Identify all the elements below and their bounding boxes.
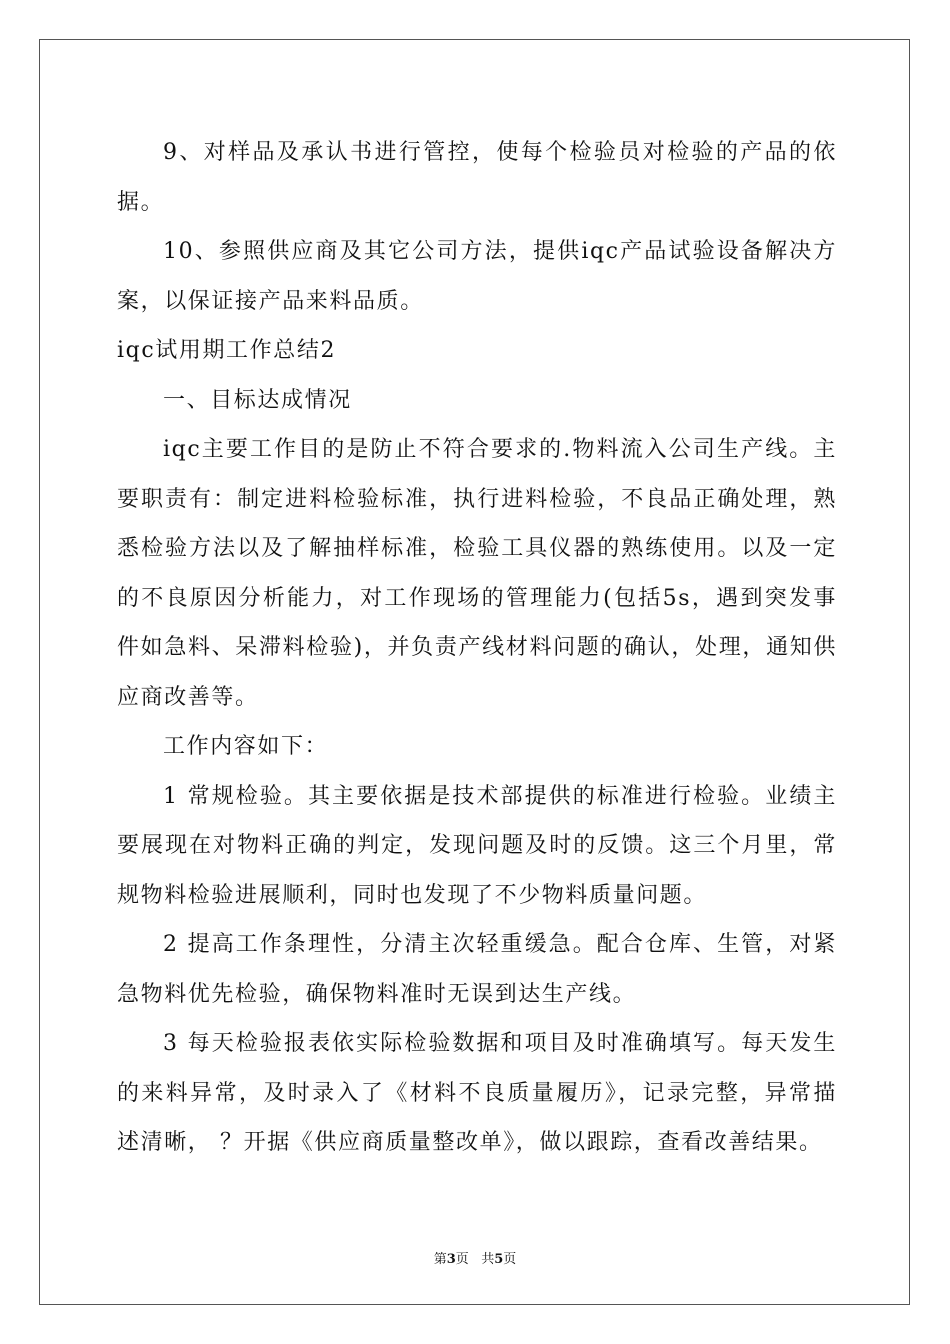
- paragraph-content-intro: 工作内容如下：: [163, 734, 329, 759]
- paragraph-point-3: 3 每天检验报表依实际检验数据和项目及时准确填写。每天发生的来料异常，及时录入了《材料不良质量履历》，记录完整，异常描述清晰， ？开据《供应商质量整改单》，做以跟踪，查看改善结果。: [117, 1031, 837, 1155]
- footer-page-word: 页: [455, 1252, 469, 1267]
- section-title: iqc试用期工作总结2: [117, 338, 337, 363]
- paragraph-duties: iqc主要工作目的是防止不符合要求的.物料流入公司生产线。主要职责有：制定进料检验标准，执行进料检验，不良品正确处理，熟悉检验方法以及了解抽样标准，检验工具仪器的熟练使用。以及一定的不良原因分析能力，对工作现场的管理能力(包括5s，遇到突发事件如急料、呆滞料检验)，并负责产线材料问题的确认，处理，通知供应商改善等。: [117, 437, 837, 710]
- section-heading: 一、目标达成情况: [163, 387, 352, 413]
- paragraph-point-1: 1 常规检验。其主要依据是技术部提供的标准进行检验。业绩主要展现在对物料正确的判定，发现问题及时的反馈。这三个月里，常规物料检验进展顺利，同时也发现了不少物料质量问题。: [117, 783, 837, 908]
- paragraph-item-10: 10、参照供应商及其它公司方法，提供iqc产品试验设备解决方案，以保证接产品来料品质。: [117, 239, 837, 314]
- footer-total-prefix: 共: [481, 1252, 495, 1267]
- document-body: [117, 128, 837, 1168]
- page-footer: [0, 1248, 950, 1267]
- paragraph-item-9: 9、对样品及承认书进行管控，使每个检验员对检验的产品的依据。: [117, 140, 837, 215]
- footer-total-suffix: 页: [503, 1252, 517, 1267]
- footer-current-page: 3: [446, 1252, 456, 1267]
- footer-prefix: 第: [433, 1252, 447, 1267]
- footer-total-pages: 5: [494, 1252, 504, 1267]
- paragraph-point-2: 2 提高工作条理性，分清主次轻重缓急。配合仓库、生管，对紧急物料优先检验，确保物料准时无误到达生产线。: [117, 932, 837, 1007]
